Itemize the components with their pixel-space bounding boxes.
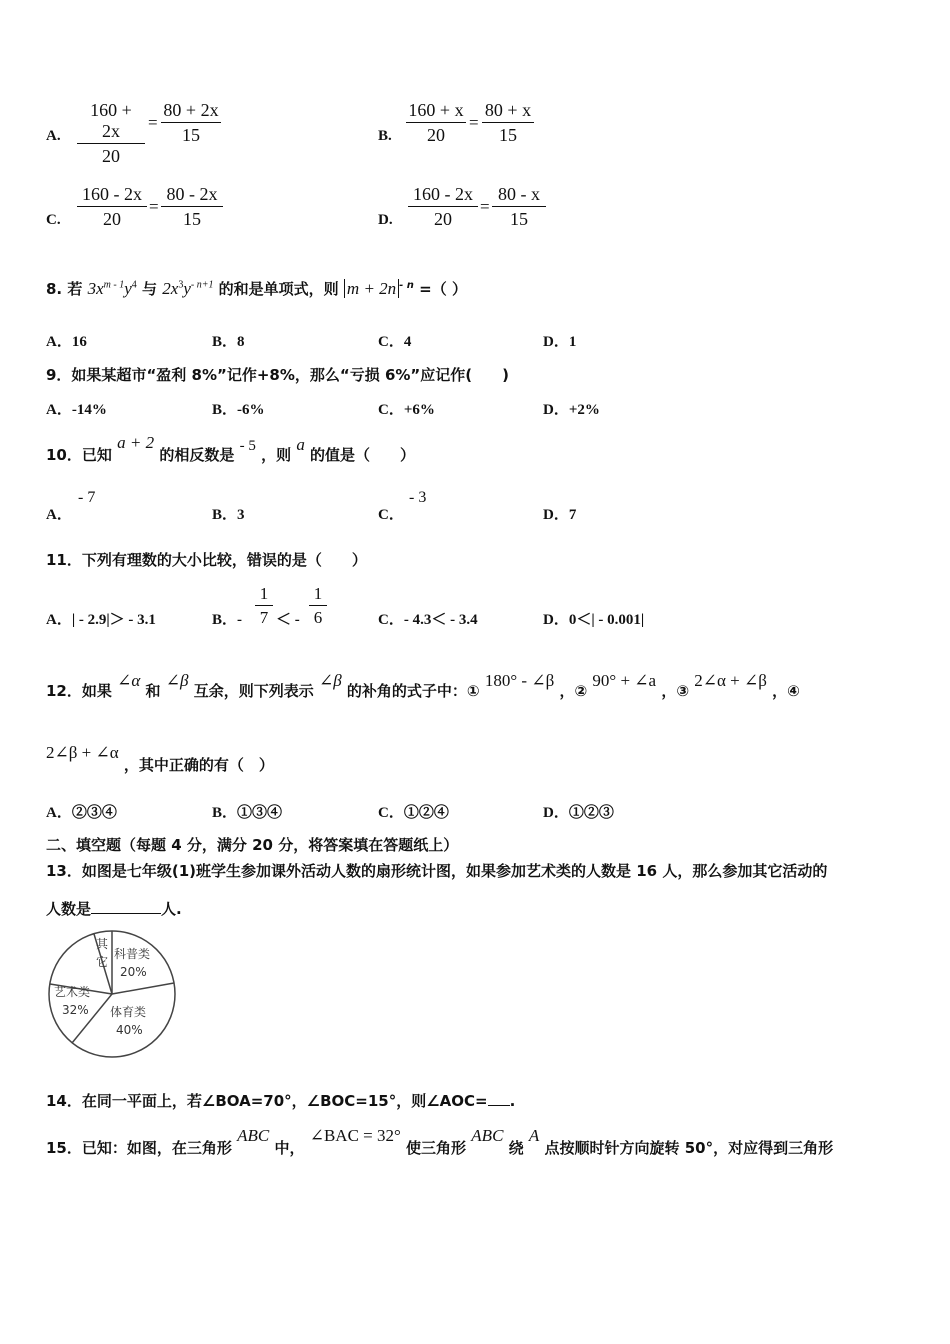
q9-option-c: C．+6%	[378, 402, 435, 418]
pie-label-other-2: 它	[96, 955, 109, 969]
question-14: 14．在同一平面上，若∠BOA=70°，∠BOC=15°，则∠AOC= .	[46, 1092, 516, 1110]
q12-expr-4: 2∠β + ∠α	[46, 743, 119, 762]
q12-expr-1: 180° - ∠β	[484, 671, 555, 690]
pie-label-art-pct: 32%	[62, 1003, 89, 1017]
q10-option-d: D．7	[543, 507, 577, 523]
answer-blank-13	[91, 899, 161, 914]
q7-b-lhs: $\frac{160 + x}{20}$	[406, 100, 466, 146]
q7-b-rhs: $\frac{80 + x}{15}$	[482, 100, 534, 146]
q7-c-eq: =	[149, 197, 159, 216]
question-10: 10．已知 a + 2 的相反数是 - 5 ，则 a 的值是（ ）	[46, 433, 416, 464]
q10-expr3: a	[296, 435, 305, 454]
q10-option-c: C．	[378, 507, 404, 523]
q8-expr2: $2x^3y^{- n+1}$	[162, 279, 214, 298]
q7-c-rhs: $\frac{80 - 2x}{15}$	[161, 184, 223, 230]
q11-option-d: D．0＜| - 0.001|	[543, 612, 645, 628]
q11-option-b-label: B．-	[212, 612, 243, 628]
q7-d-rhs: $\frac{80 - x}{15}$	[492, 184, 546, 230]
q11-b-mid: ＜ -	[276, 612, 300, 628]
pie-label-other-1: 其	[96, 937, 109, 951]
question-9: 9．如果某超市“盈利 8%”记作+8%，那么“亏损 6%”应记作( )	[46, 366, 509, 384]
question-15: 15．已知：如图，在三角形 ABC 中， ∠BAC = 32° 使三角形 ABC 绕 A 点按顺时针方向旋转 50°，对应得到三角形	[46, 1126, 834, 1157]
q11-b-frac2: $\frac{1}{6}$	[309, 584, 327, 628]
question-8: 8. 若 $3x^{m - 1}y^4$ 与 $2x^3y^{- n+1}$ 的和是单项式，则 m + 2n $^{- n}$ =（ ）	[46, 279, 467, 298]
q12-option-d: D．①②③	[543, 805, 614, 821]
q7-option-d-label: D.	[378, 212, 393, 228]
pie-chart	[44, 928, 184, 1062]
q12-option-a: A．②③④	[46, 805, 117, 821]
q10-option-a-value: - 7	[78, 489, 96, 506]
q7-d-lhs: $\frac{160 - 2x}{20}$	[408, 184, 478, 230]
q10-option-a: A．	[46, 507, 72, 523]
q10-expr2: - 5	[239, 438, 256, 454]
q8-option-b: B．8	[212, 334, 245, 350]
question-12-cont: 2∠β + ∠α ，其中正确的有（ ）	[46, 743, 274, 774]
q12-option-c: C．①②④	[378, 805, 449, 821]
question-11: 11．下列有理数的大小比较，错误的是（ ）	[46, 551, 367, 569]
q10-option-c-value: - 3	[409, 489, 427, 506]
q11-b-frac1: $\frac{1}{7}$	[255, 584, 273, 628]
q9-option-b: B．-6%	[212, 402, 265, 418]
q10-option-b: B．3	[212, 507, 245, 523]
pie-label-science-pct: 20%	[120, 965, 147, 979]
pie-label-science: 科普类	[114, 947, 151, 961]
question-13-line2: 人数是 人.	[46, 900, 182, 918]
q7-b-eq: =	[469, 113, 479, 132]
q12-option-b: B．①③④	[212, 805, 283, 821]
q11-option-c: C．- 4.3＜ - 3.4	[378, 612, 478, 628]
q10-expr1: a + 2	[117, 433, 155, 452]
question-13-line1: 13．如图是七年级(1)班学生参加课外活动人数的扇形统计图，如果参加艺术类的人数是 16 人，那么参加其它活动的	[46, 862, 828, 880]
q9-option-a: A．-14%	[46, 402, 107, 418]
q11-option-a: A．| - 2.9|＞ - 3.1	[46, 612, 156, 628]
q8-abs-expr: m + 2n	[344, 279, 399, 298]
answer-blank-14	[488, 1091, 510, 1106]
pie-label-art: 艺术类	[54, 985, 91, 999]
q8-option-d: D．1	[543, 334, 577, 350]
pie-label-sports: 体育类	[110, 1005, 147, 1019]
pie-divider-bottom	[72, 994, 112, 1043]
q8-expr1: $3x^{m - 1}y^4$	[87, 279, 137, 298]
q7-a-lhs: $\frac{160 + 2x}{20}$	[77, 100, 145, 167]
q9-option-d: D．+2%	[543, 402, 600, 418]
q7-option-b-label: B.	[378, 128, 392, 144]
q12-expr-3: 2∠α + ∠β	[694, 671, 767, 690]
q7-a-eq: =	[148, 113, 158, 132]
pie-divider-right	[112, 983, 174, 994]
pie-label-sports-pct: 40%	[116, 1023, 143, 1037]
q7-option-a-label: A.	[46, 128, 61, 144]
q7-option-c-label: C.	[46, 212, 61, 228]
question-12: 12．如果 ∠α 和 ∠β 互余，则下列表示 ∠β 的补角的式子中：① 180° - ∠β ，② 90° + ∠a ，③ 2∠α + ∠β ，④	[46, 671, 800, 700]
section-2-title: 二、填空题（每题 4 分，满分 20 分，将答案填在答题纸上）	[46, 836, 459, 854]
q8-option-c: C．4	[378, 334, 412, 350]
q7-c-lhs: $\frac{160 - 2x}{20}$	[77, 184, 147, 230]
q8-option-a: A．16	[46, 334, 87, 350]
q7-a-rhs: $\frac{80 + 2x}{15}$	[161, 100, 221, 146]
q7-d-eq: =	[480, 197, 490, 216]
q12-expr-2: 90° + ∠a	[592, 671, 657, 690]
